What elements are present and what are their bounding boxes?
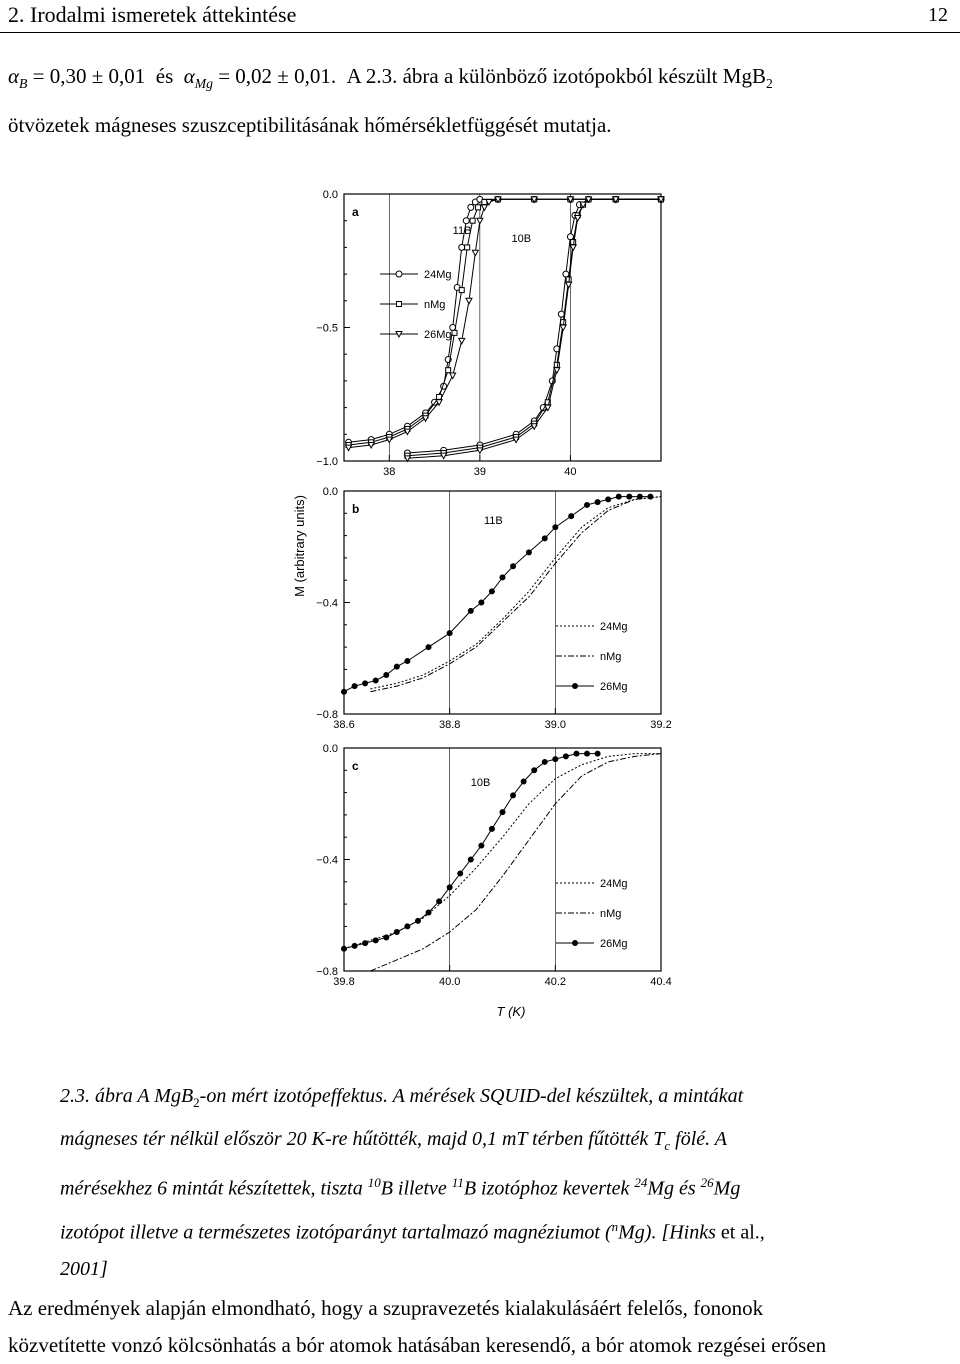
data-point bbox=[383, 935, 389, 941]
panel-letter: b bbox=[352, 502, 360, 516]
caption-text: , bbox=[759, 1221, 765, 1244]
y-tick-label: 0.0 bbox=[322, 743, 338, 755]
data-point bbox=[563, 753, 569, 759]
data-point bbox=[478, 600, 484, 606]
data-point bbox=[626, 494, 632, 500]
figure-caption bbox=[60, 1078, 902, 1288]
data-point bbox=[394, 929, 400, 935]
legend-label: 26Mg bbox=[424, 329, 452, 341]
data-point bbox=[510, 563, 516, 569]
caption-sub: c bbox=[664, 1138, 671, 1153]
data-point bbox=[531, 767, 537, 773]
legend-label: 26Mg bbox=[600, 938, 628, 950]
x-tick-label: 38 bbox=[383, 466, 396, 478]
x-tick-label: 40.2 bbox=[544, 976, 567, 988]
data-point bbox=[500, 574, 506, 580]
x-tick-label: 39.8 bbox=[333, 976, 355, 988]
legend-marker bbox=[572, 940, 578, 946]
caption-sub: 2 bbox=[193, 1095, 200, 1110]
caption-text: fölé. A bbox=[675, 1128, 728, 1150]
data-point bbox=[573, 751, 579, 757]
data-point bbox=[470, 218, 475, 223]
data-point bbox=[570, 245, 576, 251]
data-point bbox=[477, 218, 483, 224]
intro-equation-line bbox=[8, 64, 952, 92]
data-point bbox=[510, 792, 516, 798]
data-point bbox=[394, 664, 400, 670]
data-point bbox=[450, 373, 456, 379]
data-point bbox=[616, 494, 622, 500]
data-point bbox=[352, 683, 358, 689]
data-point bbox=[542, 759, 548, 765]
data-point bbox=[560, 325, 566, 331]
data-point bbox=[571, 240, 576, 245]
data-point bbox=[552, 756, 558, 762]
page-number: 12 bbox=[928, 4, 948, 26]
x-tick-label: 40.4 bbox=[650, 976, 672, 988]
legend-label: 24Mg bbox=[600, 621, 628, 633]
legend-label: nMg bbox=[424, 299, 446, 311]
data-point bbox=[436, 898, 442, 904]
caption-sup: n bbox=[611, 1218, 619, 1234]
caption-sup: 26 bbox=[700, 1175, 714, 1190]
legend-marker bbox=[396, 271, 402, 277]
data-point bbox=[595, 499, 601, 505]
data-point bbox=[637, 494, 643, 500]
data-point bbox=[362, 680, 368, 686]
intro-line-2: ötvözetek mágneses szuszceptibilitásának hőmérsékletfüggését mutatja. bbox=[8, 113, 612, 137]
data-point bbox=[500, 809, 506, 815]
y-axis-label: M (arbitrary units) bbox=[292, 495, 307, 597]
y-tick-label: −1.0 bbox=[316, 456, 338, 468]
y-tick-label: 0.0 bbox=[322, 189, 338, 201]
data-point bbox=[452, 330, 457, 335]
caption-et-al: et al. bbox=[720, 1221, 760, 1244]
caption-text: izotópot illetve a természetes izotóparányt tartalmazó magnéziumot ( bbox=[60, 1221, 612, 1244]
y-tick-label: −0.4 bbox=[316, 597, 338, 610]
section-title: 2. Irodalmi ismeretek áttekintése bbox=[8, 2, 297, 27]
data-point bbox=[489, 588, 495, 594]
caption-sup: 11 bbox=[451, 1175, 464, 1190]
data-point bbox=[404, 658, 410, 664]
caption-line-3 bbox=[60, 1164, 902, 1208]
data-point bbox=[447, 884, 453, 890]
data-point bbox=[463, 218, 469, 224]
x-tick-label: 40.0 bbox=[438, 976, 461, 988]
panel-b bbox=[316, 486, 671, 731]
caption-text: Mg és bbox=[647, 1177, 696, 1200]
caption-line-2 bbox=[60, 1121, 902, 1164]
series-line bbox=[349, 199, 662, 442]
alpha-b-symbol: $\alpha_B$ bbox=[8, 64, 28, 92]
data-point bbox=[341, 946, 347, 952]
alpha-mg-sub: Mg bbox=[194, 76, 213, 92]
data-point bbox=[584, 502, 590, 508]
page-header bbox=[0, 0, 960, 38]
data-point bbox=[362, 940, 368, 946]
b10-label: 10B bbox=[511, 233, 532, 245]
data-point bbox=[478, 843, 484, 849]
header-rule bbox=[0, 32, 960, 33]
data-point bbox=[476, 205, 481, 210]
data-point bbox=[426, 909, 432, 915]
y-tick-label: −0.5 bbox=[316, 322, 338, 335]
y-tick-label: 0.0 bbox=[322, 486, 338, 498]
caption-line-1 bbox=[60, 1078, 902, 1121]
data-point bbox=[383, 672, 389, 678]
data-point bbox=[459, 288, 464, 293]
alpha-mg-symbol: $\alpha_{Mg}$ bbox=[183, 64, 213, 92]
isotope-effect-plot bbox=[286, 176, 686, 1036]
data-point bbox=[373, 937, 379, 943]
x-tick-label: 38.6 bbox=[333, 719, 355, 731]
body-line-1: Az eredmények alapján elmondható, hogy a szupravezetés kialakulásáért felelős, fononok bbox=[8, 1296, 764, 1320]
data-point bbox=[341, 689, 347, 695]
caption-text: mágneses tér nélkül először 20 K-re hűtötték, majd 0,1 mT térben fűtötték T bbox=[60, 1128, 665, 1150]
y-tick-label: −0.8 bbox=[316, 709, 338, 721]
legend-label: 24Mg bbox=[600, 878, 628, 890]
y-tick-label: −0.4 bbox=[316, 854, 338, 867]
data-point bbox=[466, 298, 472, 304]
isotope-label: 11B bbox=[484, 515, 503, 527]
data-point bbox=[584, 751, 590, 757]
series-line bbox=[407, 199, 661, 455]
caption-text: Mg bbox=[713, 1177, 741, 1200]
legend-marker bbox=[397, 302, 402, 307]
legend-label: nMg bbox=[600, 651, 622, 663]
data-point bbox=[426, 644, 432, 650]
data-point bbox=[595, 751, 601, 757]
panel-frame bbox=[344, 194, 661, 461]
x-axis-label: T (K) bbox=[496, 1004, 526, 1019]
panel-letter: a bbox=[352, 205, 359, 219]
x-tick-label: 39.0 bbox=[544, 719, 567, 731]
intro-rest: A 2.3. ábra a különböző izotópokból készült MgB bbox=[346, 64, 766, 88]
series-line bbox=[349, 199, 662, 447]
data-point bbox=[373, 678, 379, 684]
data-point bbox=[647, 494, 653, 500]
x-tick-label: 39.2 bbox=[650, 719, 672, 731]
data-point bbox=[489, 826, 495, 832]
data-point bbox=[542, 535, 548, 541]
legend-label: nMg bbox=[600, 908, 622, 920]
data-point bbox=[404, 923, 410, 929]
caption-sup: 24 bbox=[634, 1175, 648, 1190]
panel-a bbox=[316, 189, 664, 478]
isotope-label: 10B bbox=[470, 777, 491, 789]
panel-letter: c bbox=[352, 759, 359, 773]
data-point bbox=[526, 549, 532, 555]
data-point bbox=[472, 250, 478, 256]
caption-sup: 10 bbox=[367, 1175, 381, 1190]
y-tick-label: −0.8 bbox=[316, 966, 338, 978]
data-point bbox=[459, 338, 465, 344]
alpha-b-value: = 0,30 ± 0,01 bbox=[32, 64, 146, 88]
panel-c bbox=[316, 743, 671, 988]
legend-label: 24Mg bbox=[424, 269, 452, 281]
data-point bbox=[521, 778, 527, 784]
data-point bbox=[446, 368, 451, 373]
caption-text: Mg). [Hinks bbox=[618, 1221, 716, 1244]
intro-rest-sub: 2 bbox=[765, 76, 773, 92]
caption-text: -on mért izotópeffektus. A mérések SQUID-del készültek, a mintákat bbox=[199, 1085, 744, 1107]
body-line-2: közvetítette vonzó kölcsönhatás a bór atomok hatásában keresendő, a bór atomok rezgései erősen bbox=[8, 1333, 827, 1357]
series-line bbox=[349, 199, 662, 445]
data-point bbox=[568, 513, 574, 519]
x-tick-label: 39 bbox=[473, 466, 486, 478]
data-point bbox=[468, 608, 474, 614]
caption-line-5: 2001] bbox=[60, 1258, 108, 1281]
legend-label: 26Mg bbox=[600, 681, 628, 693]
data-point bbox=[605, 496, 611, 502]
x-tick-label: 38.8 bbox=[438, 719, 461, 731]
series-line bbox=[407, 199, 661, 453]
data-point bbox=[468, 857, 474, 863]
data-point bbox=[468, 204, 474, 210]
caption-text: B izotóphoz kevertek bbox=[463, 1177, 630, 1200]
and-word: és bbox=[155, 64, 174, 88]
alpha-mg-value: = 0,02 ± 0,01. bbox=[218, 64, 337, 88]
body-paragraph bbox=[8, 1290, 952, 1364]
data-point bbox=[457, 870, 463, 876]
data-point bbox=[567, 234, 573, 240]
data-point bbox=[465, 245, 470, 250]
data-point bbox=[352, 943, 358, 949]
data-point bbox=[552, 524, 558, 530]
data-point bbox=[415, 918, 421, 924]
data-point bbox=[481, 205, 487, 211]
caption-text: mérésekhez 6 mintát készítettek, tiszta bbox=[60, 1177, 363, 1200]
x-tick-label: 40 bbox=[564, 466, 577, 478]
data-point bbox=[447, 630, 453, 636]
figure-2-3 bbox=[286, 176, 686, 1036]
alpha-b-sub: B bbox=[19, 76, 28, 92]
caption-line-4 bbox=[60, 1208, 902, 1252]
legend-marker bbox=[572, 683, 578, 689]
caption-text: B illetve bbox=[380, 1177, 447, 1200]
b11-label: 11B bbox=[452, 225, 472, 237]
caption-text: 2.3. ábra A MgB bbox=[60, 1085, 194, 1107]
data-point bbox=[459, 244, 465, 250]
data-point bbox=[563, 271, 569, 277]
